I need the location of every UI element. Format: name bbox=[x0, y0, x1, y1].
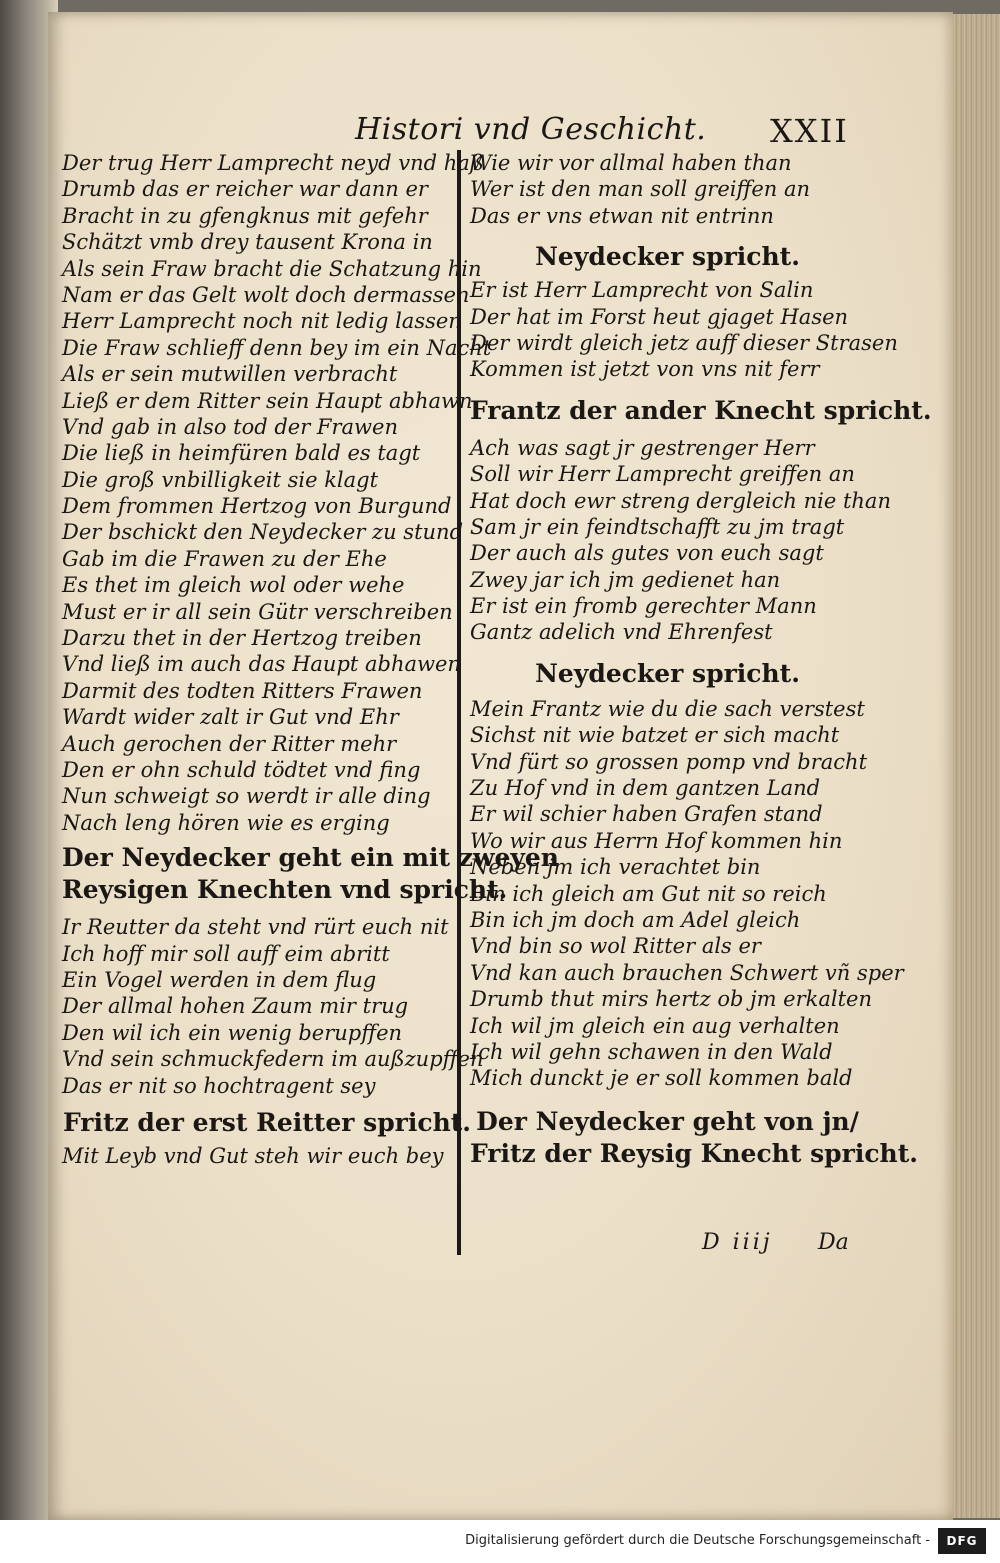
verse-line: Das er vns etwan nit entrinn bbox=[470, 203, 774, 228]
speaker-heading: Neydecker spricht. bbox=[535, 658, 800, 688]
verse-line: Den wil ich ein wenig berupffen bbox=[62, 1020, 403, 1045]
verse-line: Der allmal hohen Zaum mir trug bbox=[62, 994, 409, 1019]
verse-line: Als sein Fraw bracht die Schatzung hin bbox=[62, 256, 482, 281]
verse-line: Wardt wider zalt ir Gut vnd Ehr bbox=[62, 705, 399, 730]
right-verse-block-1 bbox=[470, 150, 865, 229]
left-verse-block-2 bbox=[62, 914, 484, 1099]
verse-line: Darzu thet in der Hertzog treiben bbox=[62, 626, 422, 651]
speaker-heading: Frantz der ander Knecht spricht. bbox=[470, 395, 932, 425]
verse-line: Nam er das Gelt wolt doch dermassen bbox=[62, 282, 470, 307]
left-verse-block-1 bbox=[62, 150, 492, 836]
verse-line: Das er nit so hochtragent sey bbox=[62, 1073, 376, 1098]
verse-line: Der hat im Forst heut gjaget Hasen bbox=[470, 304, 849, 329]
right-verse-block-3 bbox=[470, 435, 891, 646]
verse-line: Ich wil jm gleich ein aug verhalten bbox=[470, 1013, 840, 1038]
right-verse-block-4 bbox=[470, 696, 904, 1092]
verse-line: Vnd ließ im auch das Haupt abhawen bbox=[62, 652, 461, 677]
verse-line: Ich hoff mir soll auff eim abritt bbox=[62, 941, 390, 966]
verse-line: Wer ist den man soll greiffen an bbox=[470, 177, 811, 202]
verse-line: Soll wir Herr Lamprecht greiffen an bbox=[470, 462, 855, 487]
verse-line: Die Fraw schlieff denn bey im ein Nacht bbox=[62, 335, 492, 360]
verse-line: Sichst nit wie batzet er sich macht bbox=[470, 723, 840, 748]
verse-line: Vnd sein schmuckfedern im außzupffen bbox=[62, 1047, 484, 1072]
left-column bbox=[62, 150, 559, 1169]
verse-line: Sam jr ein feindtschafft zu jm tragt bbox=[470, 514, 845, 539]
verse-line: Neben jm ich verachtet bin bbox=[470, 855, 761, 880]
verse-line: Ein Vogel werden in dem flug bbox=[62, 967, 377, 992]
verse-line: Die groß vnbilligkeit sie klagt bbox=[62, 467, 379, 492]
catchword: Da bbox=[818, 1230, 849, 1255]
verse-line: Bracht in zu gfengknus mit gefehr bbox=[62, 203, 428, 228]
speaker-heading: Der Neydecker geht von jn/ bbox=[476, 1106, 859, 1136]
verse-line: Er ist ein fromb gerechter Mann bbox=[470, 594, 817, 619]
verse-line: Nach leng hören wie es erging bbox=[62, 810, 390, 835]
verse-line: Auch gerochen der Ritter mehr bbox=[62, 731, 397, 756]
speaker-heading: Fritz der erst Reitter spricht. bbox=[62, 1107, 472, 1137]
verse-line: Vnd bin so wol Ritter als er bbox=[470, 934, 761, 959]
verse-line: Dem frommen Hertzog von Burgund bbox=[62, 494, 452, 519]
verse-line: Als er sein mutwillen verbracht bbox=[62, 362, 398, 387]
verse-line: Ach was sagt jr gestrenger Herr bbox=[470, 435, 815, 460]
speaker-heading: Reysigen Knechten vnd spricht. bbox=[62, 875, 508, 905]
verse-line: Gantz adelich vnd Ehrenfest bbox=[470, 620, 773, 645]
verse-line: Nun schweigt so werdt ir alle ding bbox=[62, 784, 431, 809]
speaker-heading: Fritz der Reysig Knecht spricht. bbox=[470, 1138, 918, 1168]
verse-line: Herr Lamprecht noch nit ledig lassen bbox=[62, 309, 462, 334]
running-title: Histori vnd Geschicht. bbox=[355, 112, 707, 147]
verse-line: Wie wir vor allmal haben than bbox=[470, 151, 792, 175]
verse-line: Drumb thut mirs hertz ob jm erkalten bbox=[470, 987, 873, 1012]
folio-number: XXII bbox=[770, 112, 849, 150]
verse-line: Der trug Herr Lamprecht neyd vnd haß bbox=[62, 151, 484, 175]
verse-line: Ich wil gehn schawen in den Wald bbox=[470, 1039, 833, 1064]
credit-text: Digitalisierung gefördert durch die Deutsche Forschungsgemeinschaft - bbox=[465, 1533, 930, 1548]
verse-line: Vnd gab in also tod der Frawen bbox=[62, 414, 398, 439]
verse-line: Hat doch ewr streng dergleich nie than bbox=[470, 488, 891, 513]
right-column bbox=[470, 150, 932, 1170]
verse-line: Den er ohn schuld tödtet vnd fing bbox=[62, 757, 421, 782]
verse-line: Es thet im gleich wol oder wehe bbox=[62, 573, 405, 598]
verse-line: Er ist Herr Lamprecht von Salin bbox=[470, 278, 814, 303]
verse-line: Vnd fürt so grossen pomp vnd bracht bbox=[470, 749, 868, 774]
verse-line: Ir Reutter da steht vnd rürt euch nit bbox=[62, 915, 449, 940]
verse-line: Vnd kan auch brauchen Schwert vñ sper bbox=[470, 960, 904, 985]
verse-line: Ließ er dem Ritter sein Haupt abhawn bbox=[62, 388, 473, 413]
verse-line: Bin ich gleich am Gut nit so reich bbox=[470, 881, 827, 906]
dfg-logo: DFG bbox=[938, 1528, 986, 1554]
verse-line: Must er ir all sein Gütr verschreiben bbox=[62, 599, 453, 624]
speaker-heading: Neydecker spricht. bbox=[535, 242, 800, 272]
verse-line: Darmit des todten Ritters Frawen bbox=[62, 678, 423, 703]
verse-line: Der bschickt den Neydecker zu stund bbox=[62, 520, 464, 545]
verse-line: Schätzt vmb drey tausent Krona in bbox=[62, 230, 433, 255]
right-verse-block-2 bbox=[470, 277, 898, 383]
verse-line: Er wil schier haben Grafen stand bbox=[470, 802, 823, 827]
verse-line: Drumb das er reicher war dann er bbox=[62, 177, 428, 202]
verse-line: Gab im die Frawen zu der Ehe bbox=[62, 546, 387, 571]
verse-line: Mein Frantz wie du die sach verstest bbox=[470, 696, 865, 721]
verse-line: Der wirdt gleich jetz auff dieser Strasen bbox=[470, 330, 898, 355]
verse-line: Kommen ist jetzt von vns nit ferr bbox=[470, 357, 820, 382]
verse-line: Zwey jar ich jm gedienet han bbox=[470, 567, 781, 592]
verse-line: Wo wir aus Herrn Hof kommen hin bbox=[470, 828, 843, 853]
verse-line: Der auch als gutes von euch sagt bbox=[470, 541, 824, 566]
speaker-heading: Der Neydecker geht ein mit zweyen bbox=[62, 843, 559, 873]
verse-line: Die ließ in heimfüren bald es tagt bbox=[62, 441, 421, 466]
verse-line: Bin ich jm doch am Adel gleich bbox=[470, 907, 801, 932]
verse-line: Mich dunckt je er soll kommen bald bbox=[470, 1066, 853, 1091]
signature-mark: D iiij bbox=[702, 1230, 773, 1255]
verse-line: Mit Leyb vnd Gut steh wir euch bey bbox=[62, 1143, 444, 1168]
verse-line: Zu Hof vnd in dem gantzen Land bbox=[470, 776, 821, 801]
page-edges bbox=[953, 14, 1000, 1518]
left-verse-block-3 bbox=[62, 1143, 472, 1169]
